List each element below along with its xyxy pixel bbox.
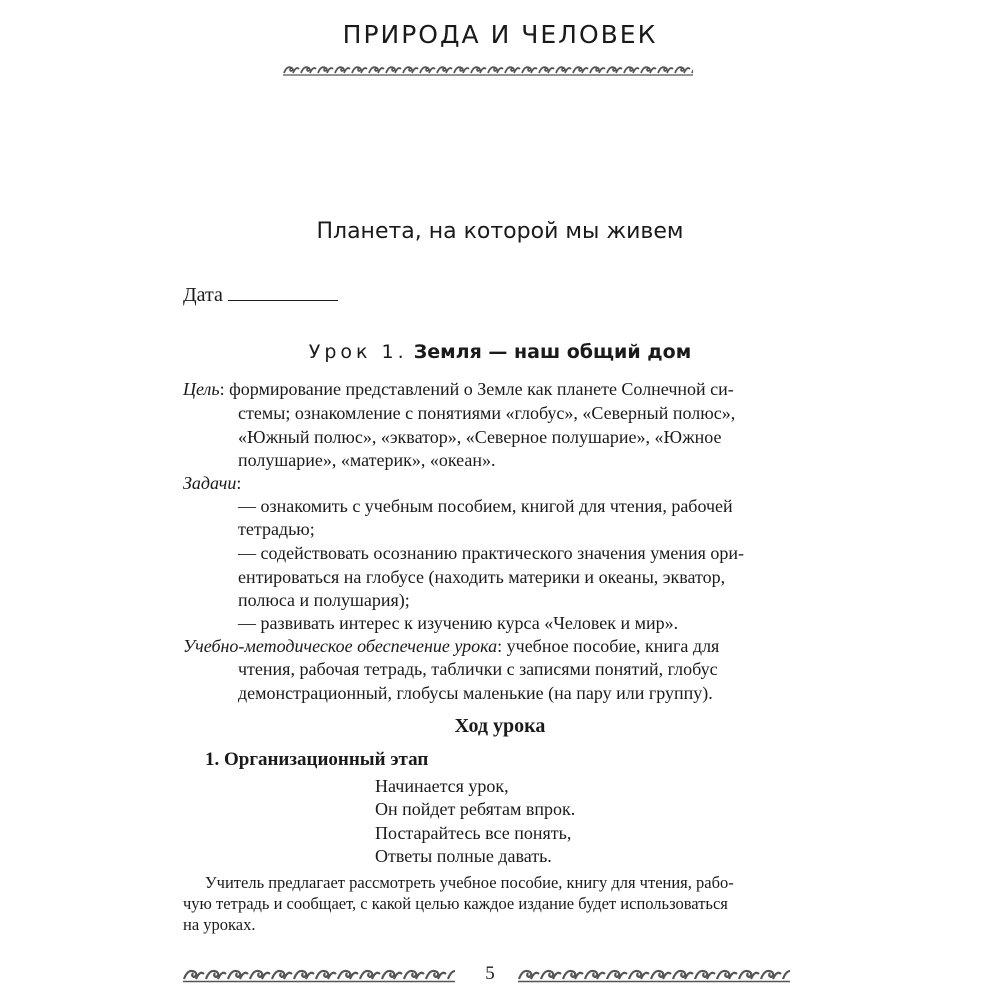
task-line-2: тетрадью; [238,519,315,539]
task-line-1: — ознакомить с учебным пособием, книгой для чтения, рабочей [238,496,733,516]
date-label: Дата [183,284,223,306]
section-heading: Планета, на которой мы живем [316,219,684,244]
running-header-title: ПРИРОДА И ЧЕЛОВЕК [342,20,658,49]
task-line-5: полюса и полушария); [238,590,410,610]
poem-line-4: Ответы полные давать. [375,846,552,866]
goal-line-4: полушарие», «материк», «океан». [238,450,496,470]
poem-line-3: Постарайтесь все понять, [375,823,572,843]
lesson-title: Земля — наш общий дом [413,341,692,363]
poem-line-2: Он пойдет ребятам впрок. [375,799,576,819]
materials-line-2: чтения, рабочая тетрадь, таблички с записями понятий, глобус [238,659,718,679]
materials-line-1: Учебно-методическое обеспечение урока: учебное пособие, книга для [183,636,720,656]
materials-line-3: демонстрационный, глобусы маленькие (на пару или группу). [238,683,713,703]
closing-line-2: чую тетрадь и сообщает, с какой целью каждое издание будет использоваться [183,894,728,913]
top-ornament-border [283,63,693,77]
goal-line-1: Цель: формирование представлений о Земле как планете Солнечной си- [183,379,734,399]
closing-line-3: на уроках. [183,915,256,934]
tasks-heading: Задачи: [183,473,242,493]
page-number: 5 [485,963,495,984]
date-field [183,282,338,307]
date-blank-line [228,282,338,301]
lesson-label: Урок 1. [308,341,408,363]
task-line-6: — развивать интерес к изучению курса «Человек и мир». [238,613,679,633]
closing-line-1: Учитель предлагает рассмотреть учебное пособие, книгу для чтения, рабо- [205,873,734,892]
poem-line-1: Начинается урок, [375,776,509,796]
goal-line-3: «Южный полюс», «экватор», «Северное полушарие», «Южное [238,427,722,447]
tasks-label: Задачи [183,473,237,493]
lesson-title-line [0,341,1000,363]
lesson-flow-heading: Ход урока [454,715,546,737]
task-line-4: ентироваться на глобусе (находить материки и океаны, экватор, [238,567,726,587]
goal-line-2: стемы; ознакомление с понятиями «глобус», «Северный полюс», [238,403,736,423]
bottom-left-ornament-border [183,966,455,984]
materials-label: Учебно-методическое обеспечение урока [183,636,498,656]
task-line-3: — содействовать осознанию практического значения умения ори- [238,543,745,563]
stage-1-title: 1. Организационный этап [205,749,429,770]
goal-label: Цель [183,379,220,399]
bottom-right-ornament-border [518,966,790,984]
